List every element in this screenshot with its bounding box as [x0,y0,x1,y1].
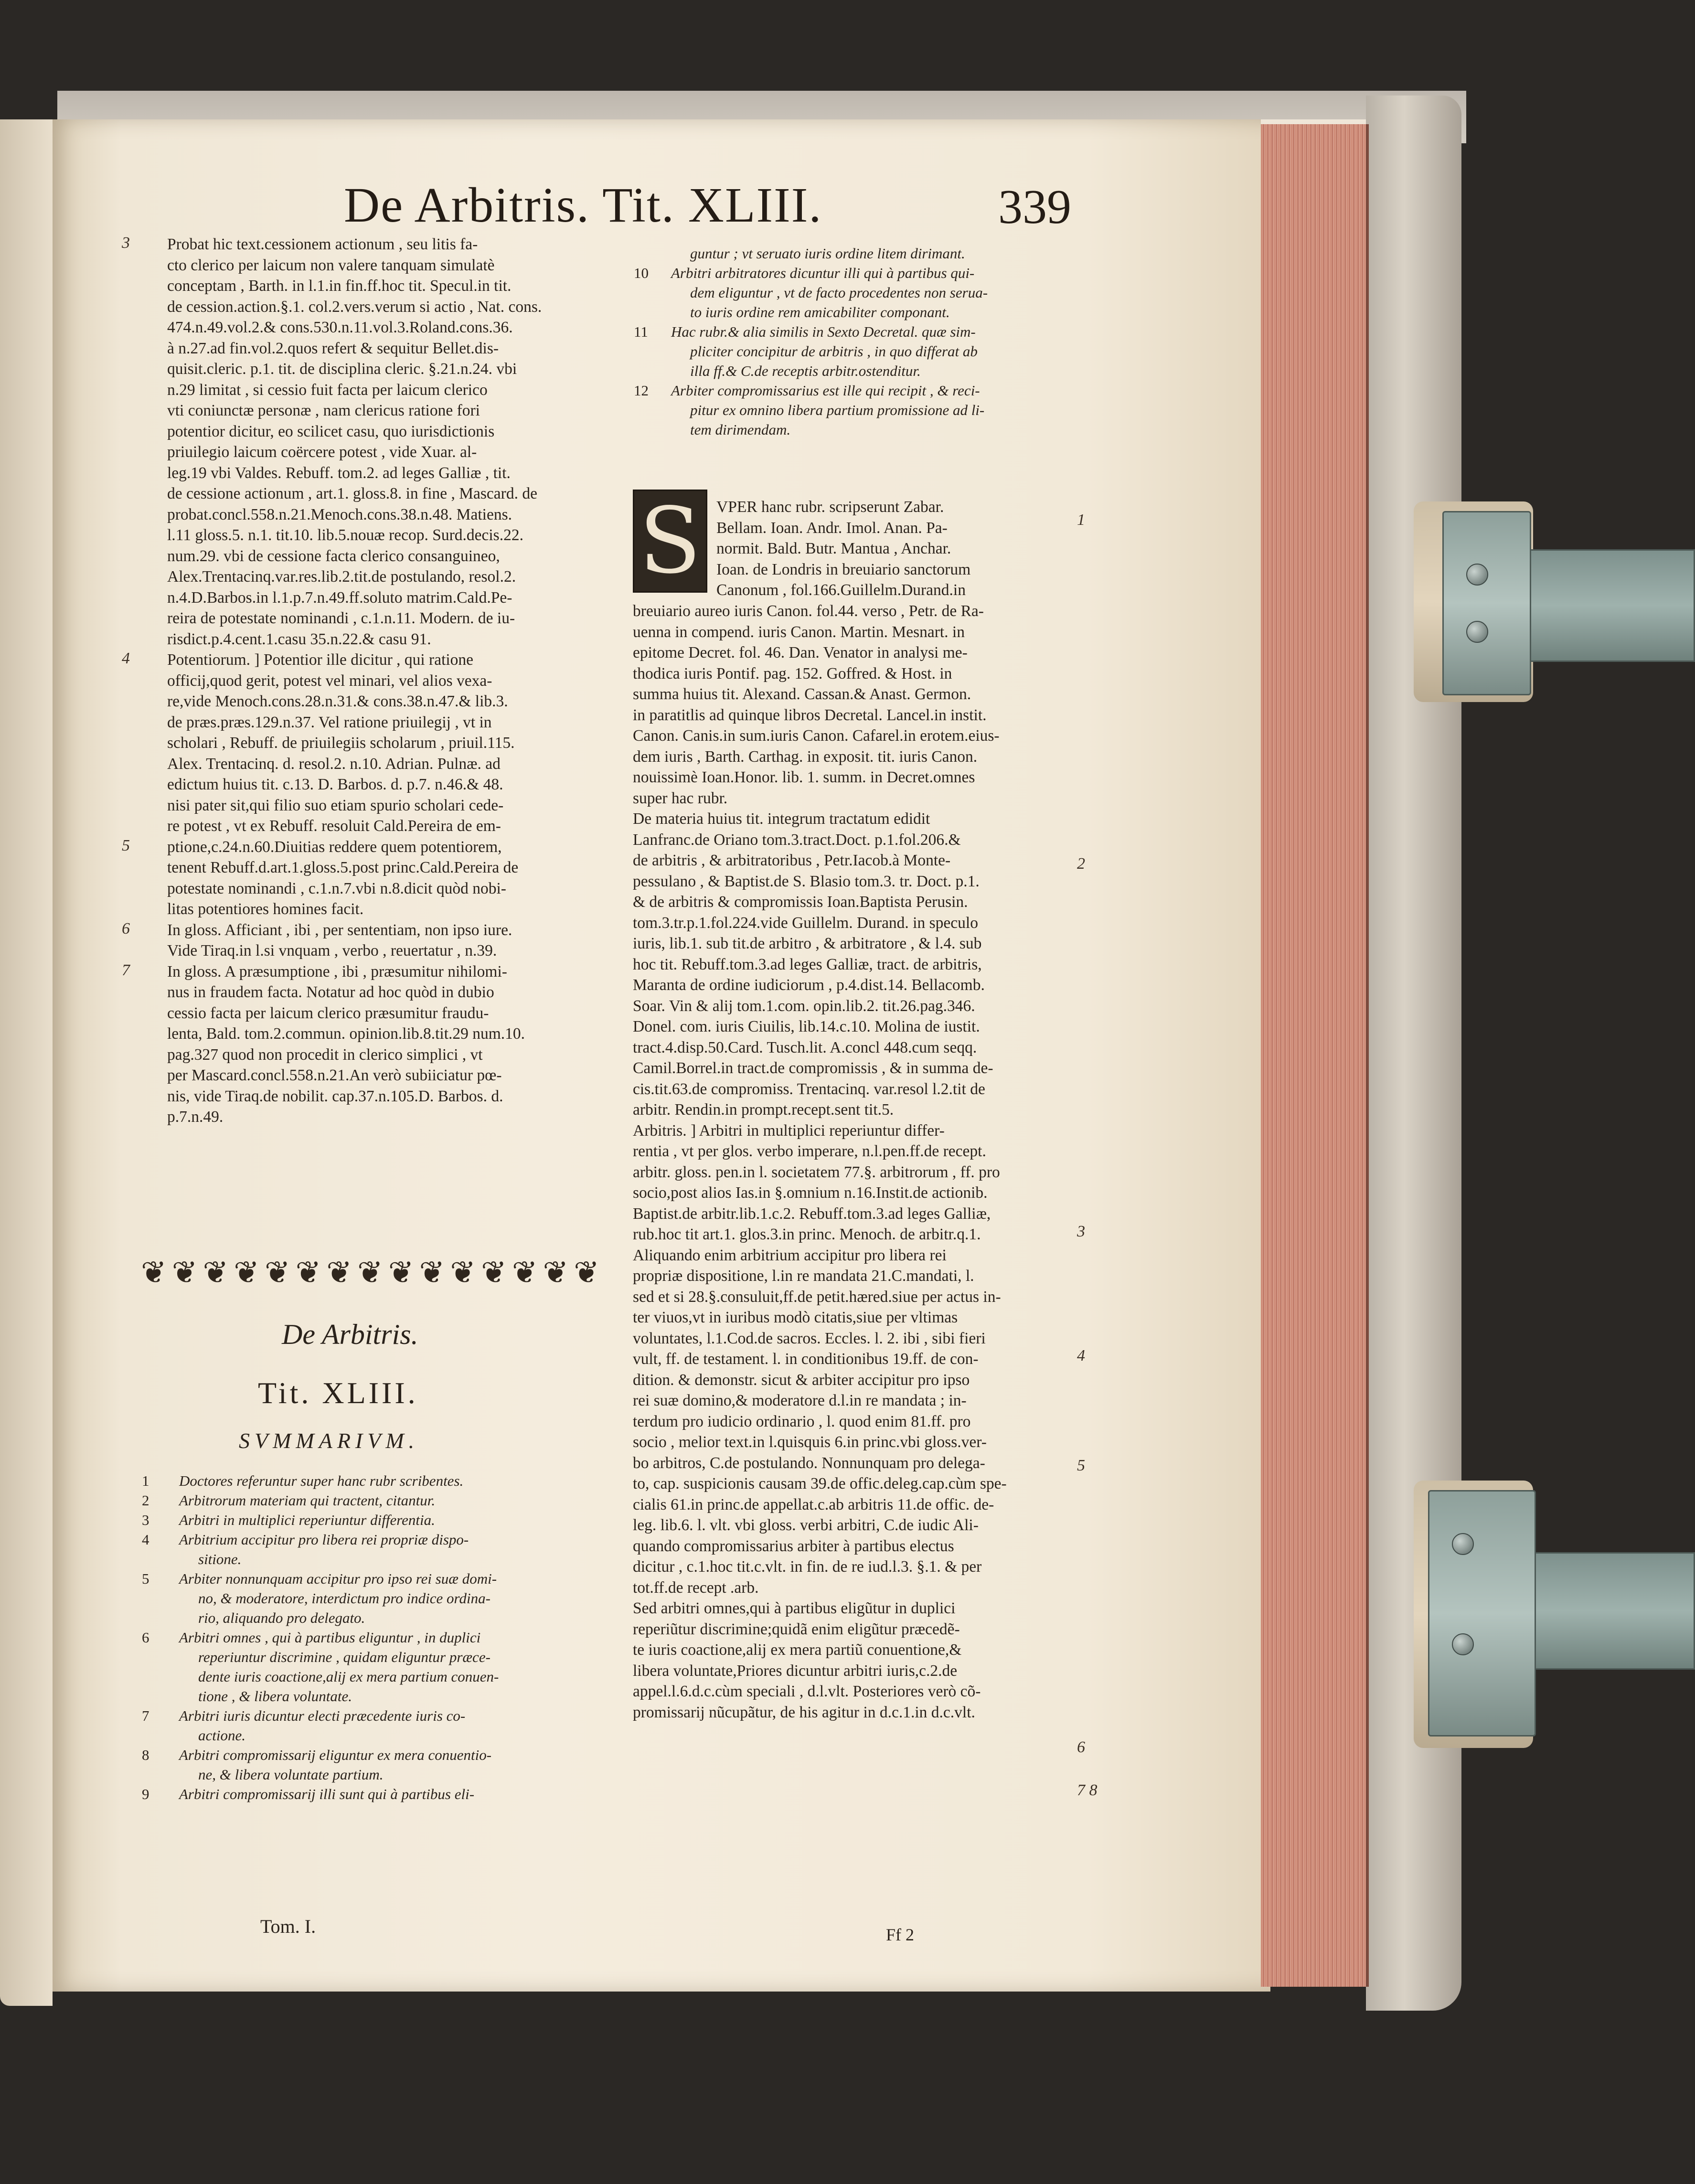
text-line: Alex.Trentacinq.var.res.lib.2.tit.de postulando, resol.2. [167,568,516,586]
summarium-item [671,420,1072,439]
fleuron-icon: ❦ [141,1256,167,1289]
fleuron-icon: ❦ [264,1256,290,1289]
summarium-text: sitione. [198,1551,242,1567]
text-line: In gloss. A præsumptione , ibi , præsumitur nihilomi- [167,962,507,980]
text-line: ter viuos,vt in iuribus modò citatis,siue per vltimas [633,1309,958,1326]
margin-number: 1 [1077,511,1085,529]
text-line: num.29. vbi de cessione facta clerico consanguineo, [167,547,500,565]
summarium-text: Arbitri compromissarij illi sunt qui à partibus eli- [179,1786,475,1802]
text-line: thodica iuris Pontif. pag. 152. Goffred. & Host. in [633,664,952,682]
text-line: nis, vide Tiraq.de nobilit. cap.37.n.105.D. Barbos. d. [167,1087,503,1105]
summarium-item [671,361,1072,381]
text-line: l.11 gloss.5. n.1. tit.10. lib.5.nouæ recop. Surd.decis.22. [167,526,523,544]
text-line: tot.ff.de recept .arb. [633,1578,759,1597]
section-title: De Arbitris. [282,1319,418,1350]
text-line: cessio facta per laicum clerico præsumitur fraudu- [167,1004,489,1022]
text-line: promissarij nũcupãtur, de his agitur in d.c.1.in d.c.vlt. [633,1703,975,1721]
summarium-item [671,400,1072,420]
margin-number: 7 8 [1077,1781,1098,1799]
text-line: libera voluntate,Priores dicuntur arbitri iuris,c.2.de [633,1662,958,1680]
summarium-text: ne, & libera voluntate partium. [198,1766,384,1783]
dropcap-letter: S [639,488,702,594]
summarium-text: Arbiter compromissarius est ille qui recipit , & reci- [671,382,980,399]
text-line: socio,post alios Ias.in §.omnium n.16.Instit.de actionib. [633,1184,988,1202]
summarium-text: illa ff.& C.de receptis arbitr.ostenditur. [690,362,921,379]
fleuron-icon: ❦ [295,1256,321,1289]
summarium-item [179,1765,609,1784]
running-title: De Arbitris. Tit. XLIII. [344,178,822,233]
text-line: appel.l.6.d.c.cùm speciali , d.l.vlt. Posteriores verò cõ- [633,1683,981,1700]
text-line: vti coniunctæ personæ , nam clericus ratione fori [167,402,480,419]
text-line: normit. Bald. Butr. Mantua , Anchar. [716,540,951,557]
summarium-item [142,1784,609,1804]
left-column-notes [167,234,602,1128]
fleuron-ornament-row [141,1256,599,1289]
gilded-page-edges [1261,124,1369,1987]
text-line: voluntates, l.1.Cod.de sacros. Eccles. l. 2. ibi , sibi fieri [633,1329,986,1347]
text-line: Maranta de ordine iudiciorum , p.4.dist.14. Bellacomb. [633,976,985,994]
text-line: scholari , Rebuff. de priuilegiis scholarum , priuil.115. [167,734,515,752]
text-line: super hac rubr. [633,789,728,807]
text-line: Soar. Vin & alij tom.1.com. opin.lib.2. tit.26.pag.346. [633,997,975,1015]
text-line: rub.hoc tit art.1. glos.3.in princ. Menoch. de arbitr.q.1. [633,1225,981,1243]
text-line: Probat hic text.cessionem actionum , seu litis fa- [167,235,478,253]
fleuron-icon: ❦ [388,1256,414,1289]
margin-number: 5 [122,836,130,854]
summarium-item [671,283,1072,302]
text-line: Arbitris. ] Arbitri in multiplici reperiuntur differ- [633,1121,945,1140]
text-line: uenna in compend. iuris Canon. Martin. Mesnart. in [633,623,965,641]
margin-number: 2 [1077,855,1085,873]
text-line: summa huius tit. Alexand. Cassan.& Anast. Germon. [633,685,971,703]
summarium-number: 6 [142,1629,149,1646]
text-line: VPER hanc rubr. scripserunt Zabar. [716,498,944,516]
text-line: arbitr. Rendin.in prompt.recept.sent tit.5. [633,1101,894,1119]
text-line: bo arbitros, C.de postulando. Nonnunquam pro delega- [633,1454,985,1472]
page-number: 339 [998,180,1071,234]
summarium-text: reperiuntur discrimine , quidam eliguntur præce- [198,1649,490,1665]
text-line: per Mascard.concl.558.n.21.An verò subiiciatur pœ- [167,1066,502,1084]
clasp-bar-upper [1504,549,1695,662]
text-line: te iuris coactione,alij ex mera partiũ conuentione,& [633,1641,962,1659]
margin-number: 4 [122,650,130,667]
text-line: Aliquando enim arbitrium accipitur pro libera rei [633,1246,947,1264]
margin-number: 4 [1077,1347,1085,1364]
margin-number: 6 [122,919,130,938]
fleuron-icon: ❦ [171,1256,198,1289]
text-line: leg.19 vbi Valdes. Rebuff. tom.2. ad leges Galliæ , tit. [167,464,511,482]
summarium-number: 9 [142,1786,149,1802]
text-line: cis.tit.63.de compromiss. Trentacinq. var.resol l.2.tit de [633,1080,985,1098]
summarium-text: Arbitri arbitratores dicuntur illi qui à partibus qui- [671,265,975,281]
margin-number: 6 [1077,1738,1085,1756]
fleuron-icon: ❦ [512,1256,538,1289]
margin-number: 7 [122,961,130,979]
text-line: dicitur , c.1.hoc tit.c.vlt. in fin. de re iud.l.3. §.1. & per [633,1558,982,1576]
text-line: priuilegio laicum coërcere potest , vide Xuar. al- [167,443,477,461]
summarium-continuation [634,244,1072,439]
text-line: Canon. Canis.in sum.iuris Canon. Cafarel.in erotem.eius- [633,727,1000,745]
signature-mark: Ff 2 [886,1925,915,1944]
summarium-text: Arbiter nonnunquam accipitur pro ipso rei suæ domi- [179,1570,497,1587]
text-line: nisi pater sit,qui filio suo etiam spurio scholari cede- [167,796,504,814]
clasp-plate-upper [1442,511,1531,695]
text-line: iuris, lib.1. sub tit.de arbitro , & arbitratore , & l.4. sub [633,935,982,952]
summarium-item [142,1491,609,1510]
text-line: terdum pro iudicio ordinario , l. quod enim 81.ff. pro [633,1412,971,1430]
text-line: de arbitris , & arbitratoribus , Petr.Iacob.à Monte- [633,852,951,869]
text-line: 474.n.49.vol.2.& cons.530.n.11.vol.3.Roland.cons.36. [167,319,513,336]
text-line: Sed arbitri omnes,qui à partibus eligũtur in duplici [633,1599,956,1617]
summarium-item [634,322,1072,341]
summarium-list [142,1471,609,1804]
summarium-heading: SVMMARIVM. [239,1428,419,1453]
text-line: Canonum , fol.166.Guillelm.Durand.in [716,581,966,599]
text-line: pag.327 quod non procedit in clerico simplici , vt [167,1045,483,1064]
text-line: pessulano , & Baptist.de S. Blasio tom.3. tr. Doct. p.1. [633,872,980,890]
summarium-item [179,1667,609,1686]
summarium-item [142,1510,609,1530]
text-line: litas potentiores homines facit. [167,900,364,918]
fleuron-icon: ❦ [419,1256,445,1289]
text-line: reperiũtur discrimine;quidã enim eligũtur præcedẽ- [633,1620,960,1638]
summarium-item [142,1569,609,1588]
summarium-text: Hac rubr.& alia similis in Sexto Decretal. quæ sim- [671,323,976,340]
rivet-icon [1466,621,1488,643]
text-line: hoc tit. Rebuff.tom.3.ad leges Galliæ, tract. de arbitris, [633,955,982,973]
text-line: re potest , vt ex Rebuff. resoluit Cald.Pereira de em- [167,817,501,835]
summarium-text: Doctores referuntur super hanc rubr scribentes. [179,1472,464,1489]
text-line: potentior dicitur, eo scilicet casu, quo iurisdictionis [167,422,495,440]
summarium-number: 1 [142,1472,149,1489]
summarium-item [142,1471,609,1491]
fleuron-icon: ❦ [203,1256,229,1289]
summarium-number: 7 [142,1707,149,1724]
right-column-body [633,601,1079,1723]
text-line: Donel. com. iuris Ciuilis, lib.14.c.10. Molina de iustit. [633,1018,980,1035]
catchword-volume: Tom. I. [260,1916,316,1937]
facing-page-edge [0,119,53,2006]
margin-number: 5 [1077,1457,1085,1474]
summarium-text: pitur ex omnino libera partium promissione ad li- [690,402,985,418]
summarium-item [671,302,1072,322]
summarium-number: 3 [142,1512,149,1528]
text-line: risdict.p.4.cent.1.casu 35.n.22.& casu 91. [167,630,431,648]
text-line: dem iuris , Barth. Carthag. in exposit. tit. iuris Canon. [633,747,978,766]
text-line: n.29 limitat , si cessio fuit facta per laicum clerico [167,381,488,399]
summarium-text: actione. [198,1727,245,1744]
text-line: Camil.Borrel.in tract.de compromissis , & in summa de- [633,1059,993,1077]
summarium-text: dem eliguntur , vt de facto procedentes non serua- [690,284,988,301]
margin-number: 3 [122,234,130,252]
text-line: de cessione actionum , art.1. gloss.8. in fine , Mascard. de [167,485,537,502]
text-line: reira de potestate nominandi , c.1.n.11. Modern. de iu- [167,609,515,627]
decorated-initial [633,490,707,593]
text-line: socio , melior text.in l.quisquis 6.in princ.vbi gloss.ver- [633,1433,987,1451]
text-line: lenta, Bald. tom.2.commun. opinion.lib.8.tit.29 num.10. [167,1025,525,1043]
text-line: epitome Decret. fol. 46. Dan. Venator in analysi me- [633,644,968,661]
summarium-text: Arbitrium accipitur pro libera rei propriæ dispo- [179,1531,469,1548]
summarium-number: 8 [142,1747,149,1763]
text-line: à n.27.ad fin.vol.2.quos refert & sequitur Bellet.dis- [167,339,499,357]
text-line: propriæ dispositione, l.in re mandata 21.C.mandati, l. [633,1267,974,1285]
text-line: breuiario aureo iuris Canon. fol.44. verso , Petr. de Ra- [633,602,984,620]
text-line: re,vide Menoch.cons.28.n.31.& cons.38.n.47.& lib.3. [167,692,508,710]
clasp-plate-lower [1428,1490,1536,1737]
summarium-item [142,1706,609,1726]
fleuron-icon: ❦ [574,1256,599,1289]
summarium-item [179,1647,609,1667]
text-line: in paratitlis ad quinque libros Decretal. Lancel.in instit. [633,706,987,724]
text-line: edictum huius tit. c.13. D. Barbos. d. p.7. n.46.& 48. [167,776,503,793]
summarium-number: 4 [142,1531,149,1548]
summarium-number: 10 [634,265,649,281]
summarium-text: to iuris ordine rem amicabiliter componant. [690,304,950,320]
summarium-number: 2 [142,1492,149,1509]
summarium-item [179,1608,609,1628]
rivet-icon [1466,564,1488,586]
text-line: conceptam , Barth. in l.1.in fin.ff.hoc tit. Specul.in tit. [167,277,512,295]
text-line: Ioan. de Londris in breuiario sanctorum [716,560,971,578]
text-line: tract.4.disp.50.Card. Tusch.lit. A.concl 448.cum seqq. [633,1038,977,1056]
summarium-number: 11 [634,323,648,340]
text-line: cto clerico per laicum non valere tanquam simulatè [167,256,495,274]
summarium-text: Arbitri compromissarij eliguntur ex mera conuentio- [179,1747,492,1763]
summarium-text: tione , & libera voluntate. [198,1688,352,1705]
text-line: Bellam. Ioan. Andr. Imol. Anan. Pa- [716,519,948,537]
summarium-text: Arbitri iuris dicuntur electi præcedente iuris co- [179,1707,466,1724]
text-line: dition. & demonstr. sicut & arbiter accipitur pro ipso [633,1371,970,1389]
fleuron-icon: ❦ [357,1256,383,1289]
fleuron-icon: ❦ [543,1256,569,1289]
text-line: Potentiorum. ] Potentior ille dicitur , qui ratione [167,651,474,669]
text-line: de præs.præs.129.n.37. Vel ratione priuilegij , vt in [167,713,492,731]
text-line: de cession.action.§.1. col.2.vers.verum si actio , Nat. cons. [167,298,542,316]
summarium-text: tem dirimendam. [690,421,791,438]
summarium-number: 5 [142,1570,149,1587]
summarium-text: Arbitri in multiplici reperiuntur differentia. [179,1512,435,1528]
text-line: vult, ff. de testament. l. in conditionibus 19.ff. de con- [633,1350,979,1368]
summarium-text: Arbitri omnes , qui à partibus eliguntur , in duplici [179,1629,481,1646]
text-line: tom.3.tr.p.1.fol.224.vide Guillelm. Durand. in speculo [633,914,978,932]
summarium-item [634,381,1072,400]
text-line: quando compromissarius arbiter à partibus electus [633,1537,954,1555]
summarium-item [671,341,1072,361]
summarium-item [142,1530,609,1549]
text-line: quisit.cleric. p.1. tit. de disciplina cleric. §.21.n.24. vbi [167,360,517,378]
text-line: probat.concl.558.n.21.Menoch.cons.38.n.48. Matiens. [167,505,512,523]
summarium-text: guntur ; vt seruato iuris ordine litem dirimant. [690,245,965,262]
text-line: leg. lib.6. l. vlt. vbi gloss. verbi arbitri, C.de iudic Ali- [633,1516,979,1534]
text-line: Alex. Trentacinq. d. resol.2. n.10. Adrian. Pulnæ. ad [167,755,501,773]
text-line: sed et si 28.§.consuluit,ff.de petit.hæred.siue per actus in- [633,1288,1001,1306]
text-line: rei suæ domino,& moderatore d.l.in re mandata ; in- [633,1392,967,1409]
text-line: cialis 61.in princ.de appellat.c.ab arbitris 11.de offic. de- [633,1495,994,1513]
text-line: Baptist.de arbitr.lib.1.c.2. Rebuff.tom.3.ad leges Galliæ, [633,1204,991,1223]
fleuron-icon: ❦ [234,1256,259,1289]
text-line: nouissimè Ioan.Honor. lib. 1. summ. in Decret.omnes [633,768,975,786]
summarium-text: rio, aliquando pro delegato. [198,1609,365,1626]
summarium-text: dente iuris coactione,alij ex mera partium conuen- [198,1668,499,1685]
body-dropcap-lines [716,497,1079,601]
text-line: potestate nominandi , c.1.n.7.vbi n.8.dicit quòd nobi- [167,879,506,897]
text-line: In gloss. Afficiant , ibi , per sententiam, non ipso iure. [167,921,512,939]
fleuron-icon: ❦ [481,1256,507,1289]
rivet-icon [1452,1633,1474,1655]
text-line: to, cap. suspicionis causam 39.de offic.deleg.cap.cùm spe- [633,1475,1007,1492]
text-line: & de arbitris & compromissis Ioan.Baptista Perusin. [633,893,968,911]
summarium-item [179,1726,609,1745]
fleuron-icon: ❦ [326,1256,352,1289]
text-line: Lanfranc.de Oriano tom.3.tract.Doct. p.1.fol.206.& [633,831,961,849]
text-line: ptione,c.24.n.60.Diuitias reddere quem potentiorem, [167,838,502,856]
text-line: nus in fraudem facta. Notatur ad hoc quòd in dubio [167,983,494,1001]
margin-number: 3 [1077,1223,1085,1240]
text-line: officij,quod gerit, potest vel minari, vel alios vexa- [167,671,492,690]
summarium-item [142,1628,609,1647]
summarium-text: Arbitrorum materiam qui tractent, citantur. [179,1492,436,1509]
summarium-item [634,263,1072,283]
summarium-text: pliciter concipitur de arbitris , in quo differat ab [690,343,978,360]
summarium-item [179,1588,609,1608]
summarium-text: no, & moderatore, interdictum pro indice ordina- [198,1590,490,1607]
summarium-number: 12 [634,382,649,399]
text-line: De materia huius tit. integrum tractatum edidit [633,810,930,828]
text-line: p.7.n.49. [167,1108,224,1126]
summarium-item [671,244,1072,263]
text-line: arbitr. gloss. pen.in l. societatem 77.§. arbitrorum , ff. pro [633,1163,1000,1181]
summarium-item [179,1686,609,1706]
rivet-icon [1452,1533,1474,1555]
text-line: Vide Tiraq.in l.si vnquam , verbo , reuertatur , n.39. [167,942,497,959]
summarium-item [142,1745,609,1765]
title-number: Tit. XLIII. [258,1376,418,1410]
text-line: rentia , vt per glos. verbo imperare, n.l.pen.ff.de recept. [633,1142,986,1160]
summarium-item [179,1549,609,1569]
text-line: n.4.D.Barbos.in l.1.p.7.n.49.ff.soluto matrim.Cald.Pe- [167,588,512,607]
fleuron-icon: ❦ [450,1256,476,1289]
text-line: tenent Rebuff.d.art.1.gloss.5.post princ.Cald.Pereira de [167,859,519,876]
